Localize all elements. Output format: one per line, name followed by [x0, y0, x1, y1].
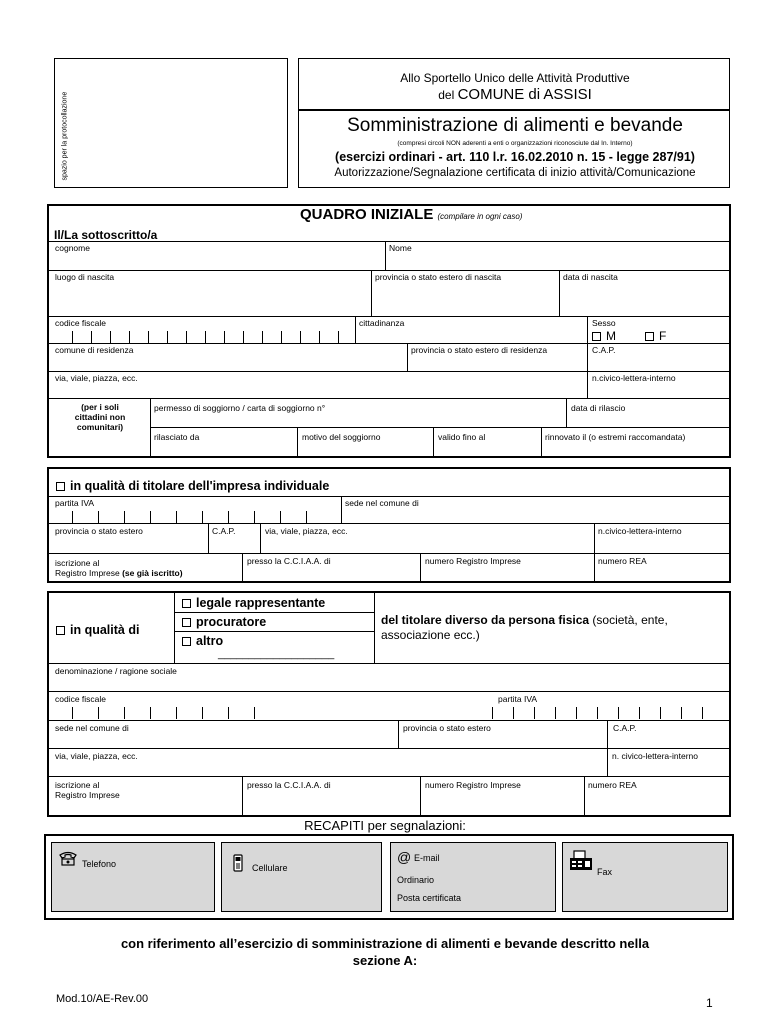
societa-sede-field[interactable] [50, 733, 396, 747]
email-label: E-mail [414, 853, 440, 863]
via-label: via, viale, piazza, ecc. [55, 373, 138, 383]
addressee-line2 [299, 86, 731, 103]
data-rilascio-field[interactable] [568, 414, 727, 426]
data-nascita-label: data di nascita [563, 272, 618, 282]
titolare-provincia-label: provincia o stato estero [55, 526, 143, 536]
in-qualita-text: in qualità di [70, 623, 140, 637]
non-ue-line3: comunitari) [76, 422, 124, 432]
addressee-comune: COMUNE di ASSISI [457, 86, 592, 103]
at-icon: @ [397, 849, 412, 865]
societa-iscrizione-line2: Registro Imprese [55, 790, 120, 800]
sesso-m-option[interactable] [592, 329, 616, 343]
titolare-piva-label: partita IVA [55, 498, 95, 508]
societa-sede-label: sede nel comune di [55, 723, 129, 733]
societa-via-label: via, viale, piazza, ecc. [55, 751, 138, 761]
provincia-residenza-label: provincia o stato estero di residenza [411, 345, 548, 355]
form-note: (compresi circoli NON aderenti a enti o organizzazioni riconosciute dal In. Interno) [397, 140, 633, 147]
rilasciato-da-label: rilasciato da [154, 432, 200, 442]
via-field[interactable] [50, 384, 585, 397]
titolare-iscrizione-line2 [55, 568, 183, 578]
opt-altro-line[interactable]: ___________________ [218, 648, 335, 660]
titolare-checkbox[interactable] [56, 482, 65, 491]
legal-reference: (esercizi ordinari - art. 110 l.r. 16.02.2010 n. 15 - legge 287/91) [335, 150, 695, 164]
titolare-numero-rea-label: numero REA [598, 556, 647, 566]
form-subtitle: Autorizzazione/Segnalazione certificata di inizio attività/Comunicazione [334, 167, 696, 179]
societa-piva-field[interactable] [484, 704, 727, 719]
quadro-title-text: QUADRO INIZIALE [300, 206, 434, 223]
titolare-cap-label: C.A.P. [212, 526, 236, 536]
sesso-f-option[interactable] [645, 329, 666, 343]
societa-iscrizione-label [55, 780, 120, 800]
provincia-nascita-label: provincia o stato estero di nascita [375, 272, 502, 282]
permesso-field[interactable] [152, 414, 564, 426]
comune-residenza-label: comune di residenza [55, 345, 134, 355]
provincia-nascita-field[interactable] [373, 285, 557, 313]
fax-box[interactable] [562, 842, 728, 912]
sottoscritto-label: Il/La sottoscritto/a [54, 228, 158, 242]
valido-fino-label: valido fino al [438, 432, 486, 442]
sesso-m-checkbox[interactable] [592, 332, 601, 341]
motivo-label: motivo del soggiorno [302, 432, 381, 442]
titolare-iscrizione-registro: Registro Imprese [55, 568, 123, 578]
titolare-sede-label: sede nel comune di [345, 498, 419, 508]
luogo-nascita-label: luogo di nascita [55, 272, 115, 282]
opt-legale-label: legale rappresentante [196, 596, 326, 610]
cellulare-box[interactable] [221, 842, 382, 912]
sesso-f-checkbox[interactable] [645, 332, 654, 341]
cap-label: C.A.P. [592, 345, 616, 355]
titolare-civico-label: n.civico-lettera-interno [598, 526, 682, 536]
opt-procuratore[interactable] [182, 615, 266, 629]
comune-residenza-field[interactable] [50, 356, 405, 370]
cognome-label: cognome [55, 243, 90, 253]
luogo-nascita-field[interactable] [50, 285, 369, 313]
nome-label: Nome [389, 243, 412, 253]
opt-procuratore-label: procuratore [196, 615, 267, 629]
riferimento-line2: sezione A: [352, 953, 418, 968]
provincia-residenza-field[interactable] [409, 356, 585, 370]
opt-altro[interactable] [182, 634, 223, 648]
cap-field[interactable] [589, 356, 727, 370]
cittadinanza-label: cittadinanza [359, 318, 405, 328]
titolare-provincia-field[interactable] [50, 538, 206, 552]
form-title: Somministrazione di alimenti e bevande [347, 115, 683, 136]
opt-procuratore-checkbox[interactable] [182, 618, 191, 627]
form-code: Mod.10/AE-Rev.00 [56, 993, 149, 1005]
del-titolare-rest: (società, ente, [589, 613, 668, 627]
titolare-iscrizione-se-iscritto: (se già iscritto) [122, 568, 183, 578]
page-number: 1 [706, 996, 713, 1010]
titolare-via-field[interactable] [262, 538, 592, 552]
denominazione-label: denominazione / ragione sociale [55, 666, 177, 676]
protocol-label: spazio per la protocollazione [61, 91, 69, 181]
societa-iscrizione-line1: iscrizione al [55, 780, 100, 790]
recapiti-title: RECAPITI per segnalazioni: [304, 818, 466, 833]
non-ue-line2: cittadini non [74, 412, 126, 422]
quadro-title [300, 206, 522, 223]
del-titolare-text [381, 613, 721, 643]
sesso-label: Sesso [592, 318, 616, 328]
addressee-line1: Allo Sportello Unico delle Attività Produttive [400, 71, 630, 85]
civico-label: n.civico-lettera-interno [592, 373, 676, 383]
denominazione-field[interactable] [50, 677, 727, 690]
titolare-via-label: via, viale, piazza, ecc. [265, 526, 348, 536]
data-rilascio-label: data di rilascio [571, 403, 626, 413]
opt-legale[interactable] [182, 596, 325, 610]
societa-cap-label: C.A.P. [613, 723, 637, 733]
in-qualita-di [56, 623, 139, 637]
titolare-presso-label: presso la C.C.I.A.A. di [247, 556, 331, 566]
nome-field[interactable] [387, 253, 727, 269]
fax-label: Fax [597, 867, 613, 877]
pec-label: Posta certificata [397, 893, 462, 903]
cittadinanza-field[interactable] [357, 328, 585, 342]
quadro-title-note: (compilare in ogni caso) [437, 212, 523, 221]
titolare-heading-text: in qualità di titolare dell'impresa individuale [70, 479, 330, 493]
codice-fiscale-label: codice fiscale [55, 318, 107, 328]
titolare-piva-field[interactable] [50, 508, 340, 523]
in-qualita-box [56, 626, 65, 635]
societa-presso-label: presso la C.C.I.A.A. di [247, 780, 331, 790]
titolare-sede-field[interactable] [343, 508, 727, 522]
titolare-iscrizione-line1: iscrizione al [55, 558, 100, 568]
protocol-box [54, 58, 288, 188]
email-box[interactable] [390, 842, 556, 912]
societa-piva-label: partita IVA [498, 694, 538, 704]
titolare-numero-ri-label: numero Registro Imprese [425, 556, 521, 566]
societa-cf-field[interactable] [50, 704, 480, 719]
titolare-iscrizione-label [55, 558, 183, 578]
del-titolare-bold: del titolare diverso da persona fisica [381, 613, 590, 627]
riferimento-line1: con riferimento all’esercizio di somministrazione di alimenti e bevande descritto nella [120, 936, 650, 951]
ordinario-label: Ordinario [397, 875, 435, 885]
titolare-civico-field[interactable] [596, 538, 727, 552]
sesso-m-label: M [606, 329, 616, 343]
societa-civico-field[interactable] [609, 762, 727, 775]
non-ue-line1: (per i soli [81, 402, 119, 412]
cellulare-label: Cellulare [252, 863, 288, 873]
mobile-phone-icon [232, 853, 244, 873]
codice-fiscale-field[interactable] [50, 328, 352, 343]
telefono-box[interactable] [51, 842, 215, 912]
societa-cap-field[interactable] [609, 733, 727, 747]
societa-provincia-field[interactable] [400, 733, 605, 747]
rinnovato-label: rinnovato il (o estremi raccomandata) [545, 432, 686, 442]
fax-icon [568, 849, 594, 875]
opt-altro-checkbox[interactable] [182, 637, 191, 646]
cognome-field[interactable] [50, 253, 384, 269]
opt-altro-label: altro [196, 634, 224, 648]
title-box [298, 110, 730, 188]
non-ue-note [52, 402, 148, 432]
data-nascita-field[interactable] [561, 285, 727, 313]
societa-cf-label: codice fiscale [55, 694, 107, 704]
telefono-label: Telefono [82, 859, 117, 869]
societa-numero-rea-label: numero REA [588, 780, 637, 790]
addressee-del: del [438, 88, 455, 102]
del-titolare-line2: associazione ecc.) [381, 628, 480, 642]
telephone-icon [58, 850, 78, 866]
societa-civico-label: n. civico-lettera-interno [612, 751, 698, 761]
sesso-f-label: F [659, 329, 667, 343]
societa-numero-ri-label: numero Registro Imprese [425, 780, 521, 790]
civico-field[interactable] [589, 384, 727, 397]
titolare-heading[interactable] [56, 479, 329, 493]
societa-via-field[interactable] [50, 762, 605, 775]
permesso-label: permesso di soggiorno / carta di soggiorno n° [154, 403, 326, 413]
addressee-box [298, 58, 730, 110]
societa-provincia-label: provincia o stato estero [403, 723, 491, 733]
opt-legale-checkbox[interactable] [182, 599, 191, 608]
titolare-cap-field[interactable] [210, 538, 258, 552]
